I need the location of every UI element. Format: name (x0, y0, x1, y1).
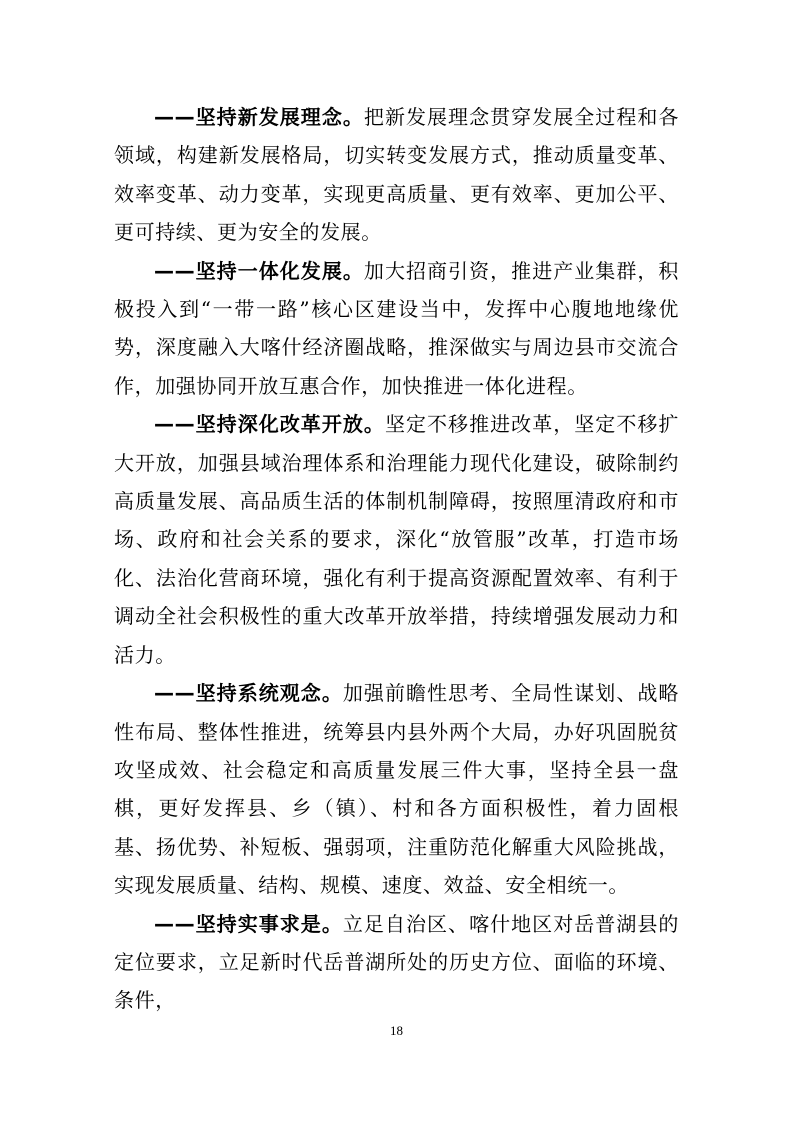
paragraph-text: 立足自治区、喀什地区对岳普湖县的定位要求，立足新时代岳普湖所处的历史方位、面临的环境、条件， (114, 911, 679, 1013)
page-number: 18 (390, 1023, 403, 1038)
paragraph-lead: ——坚持深化改革开放。 (154, 412, 385, 437)
paragraph-lead: ——坚持一体化发展。 (154, 258, 364, 283)
paragraph-deepen-reform-opening (114, 405, 679, 674)
paragraph-lead: ——坚持系统观念。 (154, 681, 343, 706)
paragraph-text: 坚定不移推进改革，坚定不移扩大开放，加强县域治理体系和治理能力现代化建设，破除制约高质量发展、高品质生活的体制机制障碍，按照厘清政府和市场、政府和社会关系的要求，深化“放管服”改革，打造市场化、法治化营商环境，强化有利于提高资源配置效率、有利于调动全社会积极性的重大改革开放举措，持续增强发展动力和活力。 (114, 412, 679, 667)
paragraph-text: 把新发展理念贯穿发展全过程和各领域，构建新发展格局，切实转变发展方式，推动质量变革、效率变革、动力变革，实现更高质量、更有效率、更加公平、更可持续、更为安全的发展。 (114, 105, 680, 245)
paragraph-seek-truth-from-facts (114, 905, 679, 1020)
body-text (114, 98, 679, 1020)
paragraph-new-development-concept (114, 98, 679, 252)
paragraph-integrated-development (114, 252, 679, 406)
paragraph-system-concept (114, 674, 679, 904)
paragraph-text: 加大招商引资，推进产业集群，积极投入到“一带一路”核心区建设当中，发挥中心腹地地缘优势，深度融入大喀什经济圈战略，推深做实与周边县市交流合作，加强协同开放互惠合作，加快推进一体化进程。 (114, 258, 680, 398)
paragraph-text: 加强前瞻性思考、全局性谋划、战略性布局、整体性推进，统筹县内县外两个大局，办好巩固脱贫攻坚成效、社会稳定和高质量发展三件大事，坚持全县一盘棋，更好发挥县、乡（镇）、村和各方面积极性，着力固根基、扬优势、补短板、强弱项，注重防范化解重大风险挑战，实现发展质量、结构、规模、速度、效益、安全相统一。 (114, 681, 679, 898)
paragraph-lead: ——坚持实事求是。 (154, 911, 343, 936)
paragraph-lead: ——坚持新发展理念。 (154, 105, 364, 129)
